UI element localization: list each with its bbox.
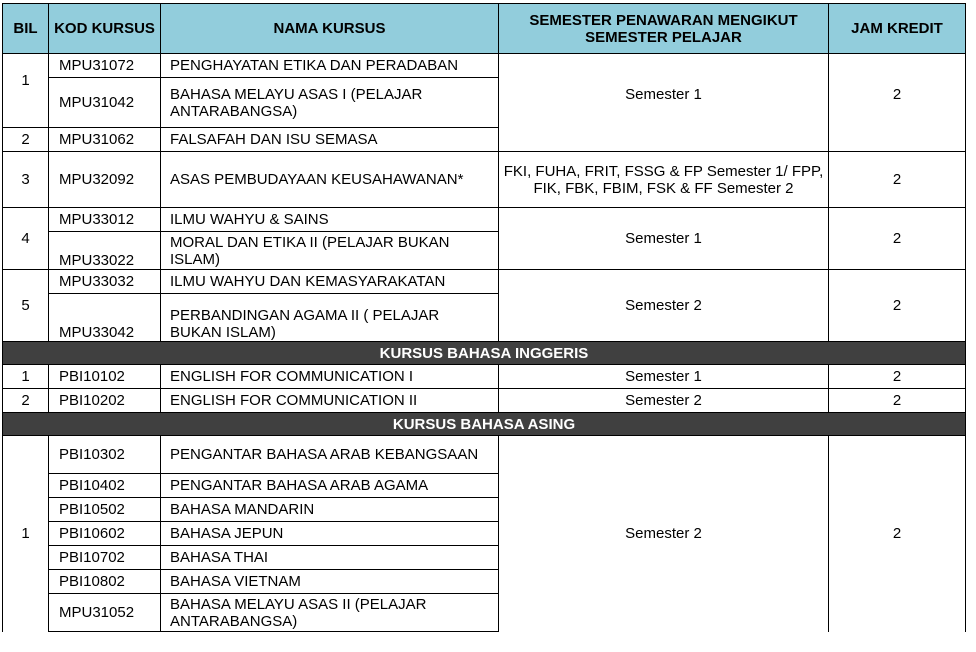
name-cell: ENGLISH FOR COMMUNICATION I — [161, 365, 499, 389]
bil-cell: 1 — [3, 436, 49, 632]
code-cell: PBI10202 — [49, 389, 161, 413]
code-cell: PBI10402 — [49, 474, 161, 498]
section-row-asing — [3, 413, 966, 436]
credit-cell: 2 — [829, 208, 966, 270]
table-row — [3, 54, 966, 78]
table-row — [3, 436, 966, 474]
name-cell: FALSAFAH DAN ISU SEMASA — [161, 128, 499, 152]
name-cell: ILMU WAHYU & SAINS — [161, 208, 499, 232]
name-cell: BAHASA JEPUN — [161, 522, 499, 546]
credit-cell: 2 — [829, 54, 966, 152]
name-cell: ENGLISH FOR COMMUNICATION II — [161, 389, 499, 413]
semester-cell: Semester 2 — [499, 270, 829, 342]
table-row — [3, 389, 966, 413]
credit-cell: 2 — [829, 152, 966, 208]
code-cell: MPU33042 — [49, 294, 161, 342]
name-cell: ILMU WAHYU DAN KEMASYARAKATAN — [161, 270, 499, 294]
table-row — [3, 208, 966, 232]
section-title: KURSUS BAHASA INGGERIS — [3, 342, 966, 365]
code-cell: PBI10602 — [49, 522, 161, 546]
credit-cell: 2 — [829, 389, 966, 413]
table-row — [3, 365, 966, 389]
bil-cell: 1 — [3, 365, 49, 389]
name-cell: PENGANTAR BAHASA ARAB KEBANGSAAN — [161, 436, 499, 474]
code-cell: MPU31072 — [49, 54, 161, 78]
credit-cell: 2 — [829, 270, 966, 342]
header-semester: SEMESTER PENAWARAN MENGIKUT SEMESTER PELAJAR — [499, 4, 829, 54]
code-cell: PBI10302 — [49, 436, 161, 474]
name-cell: PENGANTAR BAHASA ARAB AGAMA — [161, 474, 499, 498]
code-cell: PBI10802 — [49, 570, 161, 594]
code-cell: MPU33012 — [49, 208, 161, 232]
table-row — [3, 270, 966, 294]
name-cell: PENGHAYATAN ETIKA DAN PERADABAN — [161, 54, 499, 78]
semester-cell: Semester 1 — [499, 365, 829, 389]
code-cell: PBI10102 — [49, 365, 161, 389]
name-cell: BAHASA MELAYU ASAS II (PELAJAR ANTARABANGSA) — [161, 594, 499, 632]
semester-cell: Semester 1 — [499, 54, 829, 152]
semester-cell: Semester 2 — [499, 389, 829, 413]
code-cell: MPU32092 — [49, 152, 161, 208]
bil-cell: 2 — [3, 389, 49, 413]
bil-cell: 3 — [3, 152, 49, 208]
semester-cell: Semester 2 — [499, 436, 829, 632]
code-cell: MPU31042 — [49, 78, 161, 128]
header-nama: NAMA KURSUS — [161, 4, 499, 54]
bil-cell: 4 — [3, 208, 49, 270]
name-cell: BAHASA VIETNAM — [161, 570, 499, 594]
code-cell: MPU31062 — [49, 128, 161, 152]
code-cell: PBI10502 — [49, 498, 161, 522]
code-cell: MPU33032 — [49, 270, 161, 294]
header-jam: JAM KREDIT — [829, 4, 966, 54]
name-cell: ASAS PEMBUDAYAAN KEUSAHAWANAN* — [161, 152, 499, 208]
name-cell: MORAL DAN ETIKA II (PELAJAR BUKAN ISLAM) — [161, 232, 499, 270]
credit-cell: 2 — [829, 436, 966, 632]
semester-cell: FKI, FUHA, FRIT, FSSG & FP Semester 1/ FPP, FIK, FBK, FBIM, FSK & FF Semester 2 — [499, 152, 829, 208]
table-row — [3, 152, 966, 208]
course-table — [2, 3, 966, 632]
bil-cell: 5 — [3, 270, 49, 342]
code-cell: MPU33022 — [49, 232, 161, 270]
name-cell: BAHASA MANDARIN — [161, 498, 499, 522]
name-cell: BAHASA MELAYU ASAS I (PELAJAR ANTARABANGSA) — [161, 78, 499, 128]
code-cell: PBI10702 — [49, 546, 161, 570]
bil-cell: 1 — [3, 54, 49, 128]
header-kod: KOD KURSUS — [49, 4, 161, 54]
credit-cell: 2 — [829, 365, 966, 389]
header-bil: BIL — [3, 4, 49, 54]
bil-cell: 2 — [3, 128, 49, 152]
code-cell: MPU31052 — [49, 594, 161, 632]
section-title: KURSUS BAHASA ASING — [3, 413, 966, 436]
name-cell: BAHASA THAI — [161, 546, 499, 570]
name-cell: PERBANDINGAN AGAMA II ( PELAJAR BUKAN ISLAM) — [161, 294, 499, 342]
semester-cell: Semester 1 — [499, 208, 829, 270]
header-row — [3, 4, 966, 54]
section-row-inggeris — [3, 342, 966, 365]
